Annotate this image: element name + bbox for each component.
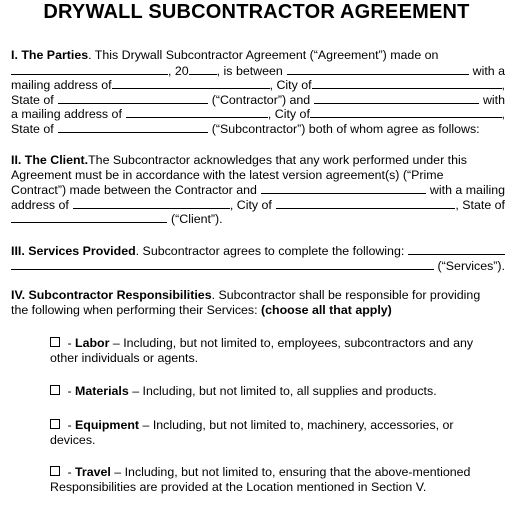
parties-text-2a: , 20 [168, 63, 189, 78]
parties-text-2b: , is between [216, 63, 283, 78]
parties-text-4a: State of [11, 92, 54, 107]
parties-text-5c: , [501, 107, 505, 122]
client-city-field[interactable] [276, 197, 456, 209]
client-state-field[interactable] [11, 211, 167, 223]
subcontractor-city-field[interactable] [310, 106, 502, 118]
services-field-1[interactable] [408, 243, 505, 255]
client-text-4a: address of [11, 197, 69, 212]
client-text-4b: , City of [229, 197, 272, 212]
section-responsibilities [11, 288, 505, 317]
section-client [11, 153, 505, 226]
services-field-2[interactable] [11, 258, 434, 270]
subcontractor-address-field[interactable] [126, 106, 268, 118]
option-materials [50, 384, 500, 399]
parties-text-4c: with [482, 92, 505, 107]
client-text-3a: Contract”) made between the Contractor and [11, 183, 257, 198]
labor-text: – Including, but not limited to, employees, subcontractors and any other individuals or agents. [50, 336, 474, 365]
document-title: DRYWALL SUBCONTRACTOR AGREEMENT [43, 1, 470, 23]
labor-label: Labor [75, 336, 110, 350]
client-heading: II. The Client. [11, 153, 89, 167]
subcontractor-name-field[interactable] [314, 92, 479, 104]
parties-text-3b: , City of [269, 78, 312, 93]
agreement-date-field[interactable] [11, 63, 168, 75]
option-travel [50, 465, 500, 495]
option-equipment [50, 418, 500, 448]
equipment-text: – Including, but not limited to, machinery, accessories, or devices. [50, 418, 454, 447]
travel-label: Travel [75, 465, 111, 479]
client-text-2: Agreement must be in accordance with the latest version agreement(s) (“Prime [11, 167, 444, 182]
parties-text-1: . This Drywall Subcontractor Agreement (“Agreement”) made on [88, 48, 439, 62]
option-dash: - [64, 336, 76, 350]
materials-text: – Including, but not limited to, all supplies and products. [128, 384, 437, 398]
parties-text-2c: with a [472, 63, 505, 78]
services-text-1: . Subcontractor agrees to complete the following: [135, 244, 405, 258]
equipment-checkbox[interactable] [50, 419, 60, 429]
parties-text-4b: (“Contractor”) and [211, 92, 311, 107]
client-name-field[interactable] [261, 182, 426, 194]
parties-heading: I. The Parties [11, 48, 89, 62]
parties-text-6a: State of [11, 121, 54, 136]
parties-text-6b: (“Subcontractor”) both of whom agree as follows: [211, 121, 480, 136]
client-text-4c: , State of [455, 197, 505, 212]
responsibilities-text-2b: (choose all that apply) [261, 302, 392, 317]
equipment-label: Equipment [75, 418, 140, 432]
option-labor [50, 336, 500, 366]
subcontractor-state-field[interactable] [58, 121, 208, 133]
option-dash: - [64, 465, 76, 479]
contractor-address-field[interactable] [112, 77, 270, 89]
section-services [11, 243, 505, 272]
services-heading: III. Services Provided [11, 244, 136, 258]
parties-text-3a: mailing address of [11, 78, 112, 93]
option-dash: - [64, 418, 76, 432]
responsibilities-text-1: . Subcontractor shall be responsible for providing [211, 288, 481, 302]
parties-text-3c: , [501, 78, 505, 93]
materials-label: Materials [75, 384, 129, 398]
responsibilities-heading: IV. Subcontractor Responsibilities [11, 288, 212, 302]
travel-text: – Including, but not limited to, ensuring that the above-mentioned Responsibilities are provided at the Location mentioned in Section V. [50, 465, 471, 494]
parties-text-5a: a mailing address of [11, 107, 122, 122]
responsibilities-text-2a: the following when performing their Services: [11, 302, 261, 317]
parties-text-5b: , City of [267, 107, 310, 122]
services-text-2: (“Services”). [437, 258, 505, 273]
contractor-name-field[interactable] [287, 63, 469, 75]
labor-checkbox[interactable] [50, 337, 60, 347]
client-text-5: (“Client”). [171, 212, 223, 227]
contractor-state-field[interactable] [58, 92, 208, 104]
client-text-1: The Subcontractor acknowledges that any work performed under this [88, 153, 467, 167]
contractor-city-field[interactable] [312, 77, 502, 89]
client-address-field[interactable] [73, 197, 230, 209]
travel-checkbox[interactable] [50, 466, 60, 476]
section-parties [11, 48, 505, 136]
agreement-year-field[interactable] [189, 63, 217, 75]
client-text-3b: with a mailing [429, 183, 505, 198]
option-dash: - [64, 384, 76, 398]
materials-checkbox[interactable] [50, 385, 60, 395]
